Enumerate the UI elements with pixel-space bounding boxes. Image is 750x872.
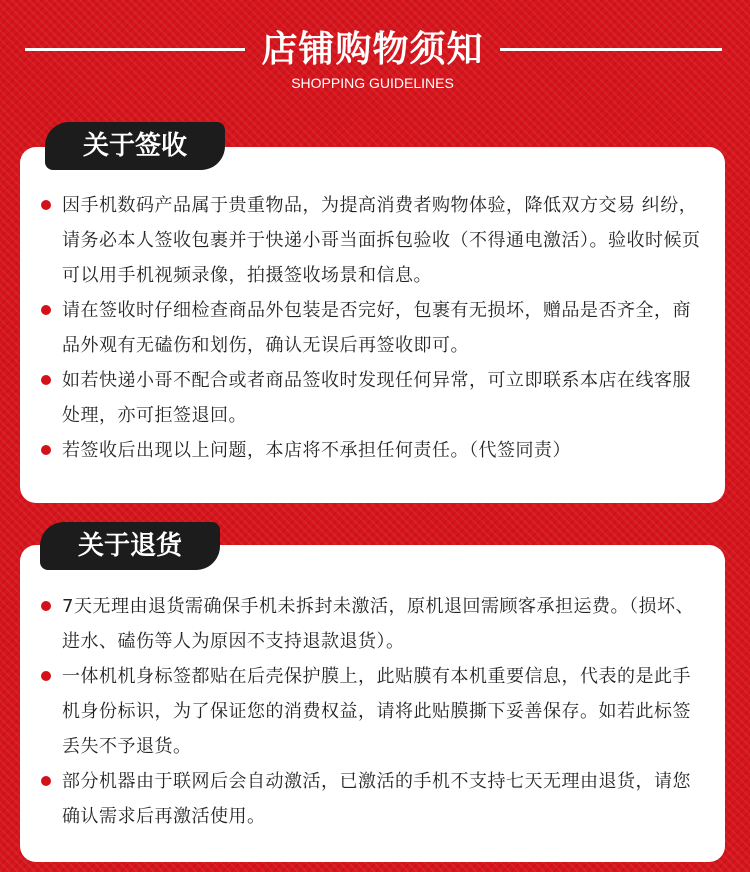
list-item-text: 若签收后出现以上问题，本店将不承担任何责任。（代签同责） [62,440,571,461]
list-item-text: 一体机机身标签都贴在后壳保护膜上，此贴膜有本机重要信息，代表的是此手机身份标识，为了保证您的消费权益，请将此贴膜撕下妥善保存。如若此标签丢失不予退货。 [62,666,691,757]
list-item [38,764,703,834]
header-divider-left [25,48,245,51]
list-item-text: 请在签收时仔细检查商品外包装是否完好，包裹有无损坏，赠品是否齐全，商品外观有无磕伤和划伤，确认无误后再签收即可。 [62,300,691,356]
page-title: 店铺购物须知 [261,29,484,70]
list-item-text: 因手机数码产品属于贵重物品，为提高消费者购物体验，降低双方交易 纠纷，请务必本人签收包裹并于快递小哥当面拆包验收（不得通电激活）。验收时候页可以用手机视频录像，拍摄签收场景和信息。 [62,195,701,286]
return-section-title: 关于退货 [40,522,220,570]
list-item [38,433,703,468]
receipt-rules-list [38,188,703,468]
return-rules-list [38,589,703,834]
list-item-text: 如若快递小哥不配合或者商品签收时发现任何异常，可立即联系本店在线客服处理，亦可拒签退回。 [62,370,691,426]
bullet-dot-icon [41,375,51,385]
list-item-text: 7天无理由退货需确保手机未拆封未激活，原机退回需顾客承担运费。（损坏、进水、磕伤等人为原因不支持退款退货）。 [62,596,694,652]
page-header [0,0,750,110]
receipt-section-title: 关于签收 [45,122,225,170]
bullet-dot-icon [41,445,51,455]
list-item [38,293,703,363]
page-subtitle: SHOPPING GUIDELINES [291,75,454,91]
list-item [38,188,703,293]
list-item [38,363,703,433]
list-item [38,589,703,659]
bullet-dot-icon [41,671,51,681]
bullet-dot-icon [41,200,51,210]
list-item [38,659,703,764]
bullet-dot-icon [41,601,51,611]
list-item-text: 部分机器由于联网后会自动激活，已激活的手机不支持七天无理由退货，请您确认需求后再激活使用。 [62,771,691,827]
header-divider-right [500,48,722,51]
bullet-dot-icon [41,776,51,786]
bullet-dot-icon [41,305,51,315]
